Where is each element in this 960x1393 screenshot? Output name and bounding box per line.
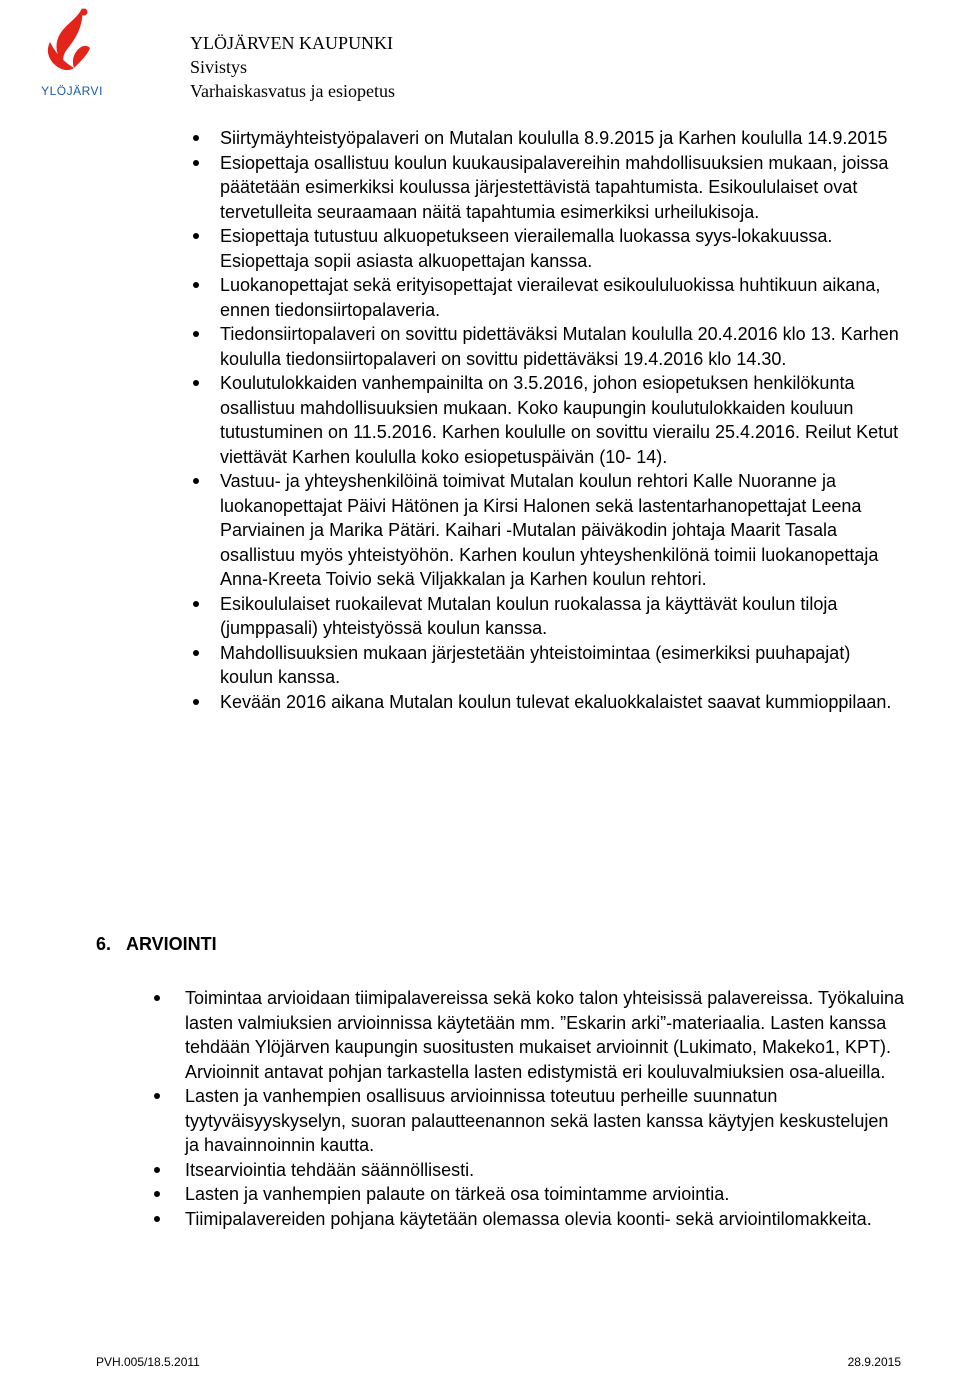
- footer-document-code: PVH.005/18.5.2011: [96, 1355, 200, 1369]
- section-heading: [96, 934, 217, 955]
- list-item: Kevään 2016 aikana Mutalan koulun tulevat ekaluokkalaistet saavat kummioppilaan.: [220, 690, 900, 715]
- list-item: Tiimipalavereiden pohjana käytetään olemassa olevia koonti- sekä arviointilomakkeita.: [185, 1207, 905, 1232]
- cooperation-list: [220, 126, 900, 714]
- list-item: Koulutulokkaiden vanhempainilta on 3.5.2016, johon esiopetuksen henkilökunta osallistuu mahdollisuuksien mukaan. Koko kaupungin koulutulokkaiden kouluun tutustuminen on 11.5.2016. Karhen koululle on sovittu vierailu 25.4.2016. Reilut Ketut viettävät Karhen koululla koko esiopetuspäivän (10- 14).: [220, 371, 900, 469]
- city-logo: [38, 2, 106, 106]
- section-number: 6.: [96, 934, 112, 954]
- header-unit: Varhaiskasvatus ja esiopetus: [190, 81, 395, 101]
- list-item: Mahdollisuuksien mukaan järjestetään yhteistoimintaa (esimerkiksi puuhapajat) koulun kanssa.: [220, 641, 900, 690]
- list-item: Luokanopettajat sekä erityisopettajat vierailevat esikoululuokissa huhtikuun aikana, ennen tiedonsiirtopalaveria.: [220, 273, 900, 322]
- heart-logo-icon: [38, 2, 106, 82]
- list-item: Esiopettaja tutustuu alkuopetukseen vierailemalla luokassa syys-lokakuussa. Esiopettaja sopii asiasta alkuopettajan kanssa.: [220, 224, 900, 273]
- list-item: Itsearviointia tehdään säännöllisesti.: [185, 1158, 905, 1183]
- list-item: Tiedonsiirtopalaveri on sovittu pidettäväksi Mutalan koululla 20.4.2016 klo 13. Karhen koululla tiedonsiirtopalaveri on sovittu pidettäväksi 19.4.2016 klo 14.30.: [220, 322, 900, 371]
- header-department: Sivistys: [190, 57, 248, 77]
- header-organization: YLÖJÄRVEN KAUPUNKI: [190, 33, 394, 53]
- logo-text: YLÖJÄRVI: [41, 84, 103, 98]
- list-item: Lasten ja vanhempien osallisuus arvioinnissa toteutuu perheille suunnatun tyytyväisyyskyselyn, suoran palautteenannon sekä lasten kanssa käytyjen keskustelujen ja havainnoinnin kautta.: [185, 1084, 905, 1158]
- list-item: Toimintaa arvioidaan tiimipalavereissa sekä koko talon yhteisissä palavereissa. Työkaluina lasten valmiuksien arvioinnissa käytetään mm. ”Eskarin arki”-materiaalia. Lasten kanssa tehdään Ylöjärven kaupungin suositusten mukaiset arvioinnit (Lukimato, Makeko1, KPT). Arvioinnit antavat pohjan tarkastella lasten edistymistä eri kouluvalmiuksien osa-alueilla.: [185, 986, 905, 1084]
- list-item: Lasten ja vanhempien palaute on tärkeä osa toimintamme arviointia.: [185, 1182, 905, 1207]
- footer-date: 28.9.2015: [847, 1355, 901, 1369]
- evaluation-list: [185, 986, 905, 1231]
- list-item: Esikoululaiset ruokailevat Mutalan koulun ruokalassa ja käyttävät koulun tiloja (jumppasali) yhteistyössä koulun kanssa.: [220, 592, 900, 641]
- list-item: Siirtymäyhteistyöpalaveri on Mutalan koululla 8.9.2015 ja Karhen koululla 14.9.2015: [220, 126, 900, 151]
- document-header: [190, 31, 395, 103]
- list-item: Vastuu- ja yhteyshenkilöinä toimivat Mutalan koulun rehtori Kalle Nuoranne ja luokanopettajat Päivi Hätönen ja Kirsi Halonen sekä lastentarhanopettajat Leena Parviainen ja Marika Pätäri. Kaihari -Mutalan päiväkodin johtaja Maarit Tasala osallistuu myös yhteistyöhön. Karhen koulun yhteyshenkilönä toimii luokanopettaja Anna-Kreeta Toivio sekä Viljakkalan ja Karhen koulun rehtori.: [220, 469, 900, 592]
- list-item: Esiopettaja osallistuu koulun kuukausipalavereihin mahdollisuuksien mukaan, joissa päätetään esimerkiksi koulussa järjestettävistä tapahtumista. Esikoululaiset ovat tervetulleita seuraamaan näitä tapahtumia esimerkiksi urheilukisoja.: [220, 151, 900, 225]
- section-title: ARVIOINTI: [126, 934, 217, 954]
